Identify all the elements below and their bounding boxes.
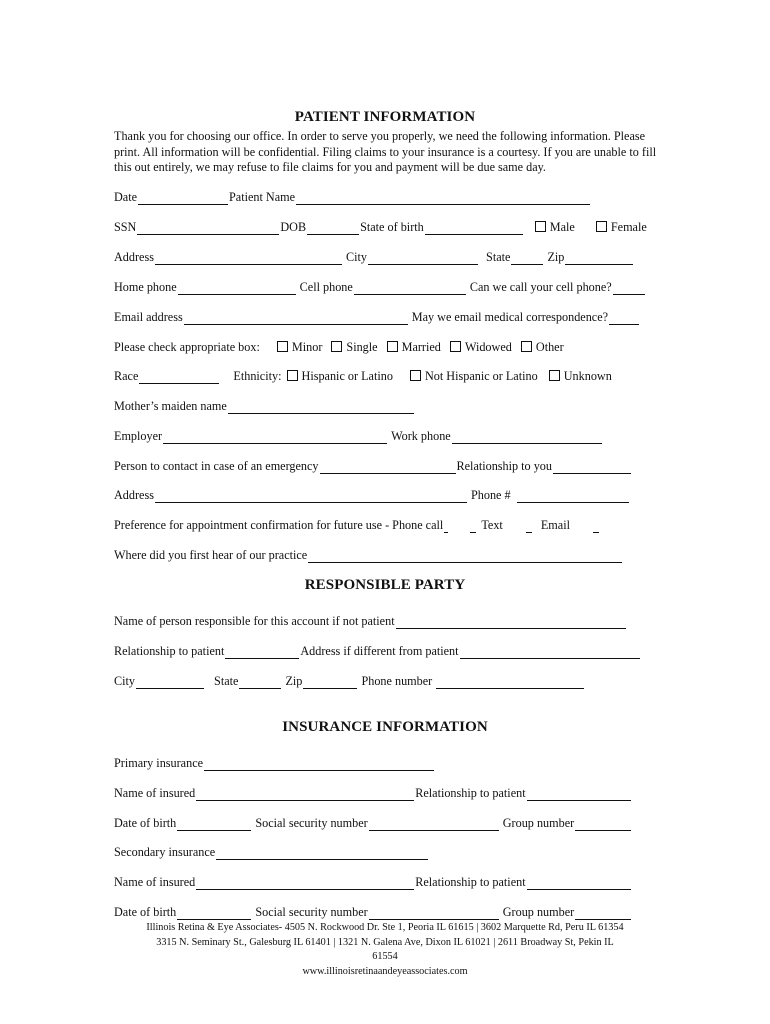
responsible-person-field[interactable] bbox=[396, 618, 626, 629]
cell-phone-field[interactable] bbox=[354, 284, 466, 295]
row-responsible-city bbox=[114, 673, 585, 689]
row-emergency bbox=[114, 458, 632, 474]
row-primary-insurance bbox=[114, 755, 435, 771]
group-number-label: Group number bbox=[502, 816, 575, 830]
footer-line-2: 3315 N. Seminary St., Galesburg IL 61401 | 1321 N. Galena Ave, Dixon IL 61021 | 2611 Broadway St, Pekin IL bbox=[156, 936, 614, 948]
ssn-label: SSN bbox=[114, 220, 137, 234]
hispanic-label: Hispanic or Latino bbox=[301, 369, 393, 383]
responsible-state-label: State bbox=[214, 674, 239, 688]
secondary-insurance-label: Secondary insurance bbox=[114, 845, 216, 859]
ssn-field[interactable] bbox=[137, 224, 279, 235]
state-of-birth-field[interactable] bbox=[425, 224, 523, 235]
row-address bbox=[114, 249, 634, 265]
insured-dob2-field[interactable] bbox=[177, 909, 251, 920]
email-pref-field[interactable] bbox=[526, 522, 532, 533]
emergency-contact-label: Person to contact in case of an emergency bbox=[114, 459, 319, 473]
ethnicity-label: Ethnicity: bbox=[233, 369, 282, 383]
minor-checkbox[interactable] bbox=[277, 341, 288, 352]
address-diff-field[interactable] bbox=[460, 648, 640, 659]
text-pref-field[interactable] bbox=[470, 522, 476, 533]
dob-field[interactable] bbox=[307, 224, 359, 235]
phone-call-field[interactable] bbox=[444, 522, 448, 533]
insured-ssn2-field[interactable] bbox=[369, 909, 499, 920]
email-medical-label: May we email medical correspondence? bbox=[411, 310, 609, 324]
email-pref-label: Email bbox=[540, 518, 570, 532]
responsible-zip-field[interactable] bbox=[303, 678, 357, 689]
cell-phone-label: Cell phone bbox=[299, 280, 353, 294]
employer-label: Employer bbox=[114, 429, 163, 443]
hear-of-label: Where did you first hear of our practice bbox=[114, 548, 308, 562]
other-checkbox[interactable] bbox=[521, 341, 532, 352]
row-race-ethnicity bbox=[114, 368, 612, 384]
single-label: Single bbox=[346, 340, 378, 354]
primary-insurance-field[interactable] bbox=[204, 760, 434, 771]
insured-relationship2-field[interactable] bbox=[527, 879, 631, 890]
unknown-checkbox[interactable] bbox=[549, 370, 560, 381]
unknown-label: Unknown bbox=[563, 369, 612, 383]
email-label: Email address bbox=[114, 310, 183, 324]
address-field[interactable] bbox=[155, 254, 342, 265]
name-insured2-field[interactable] bbox=[196, 879, 414, 890]
row-secondary-insured bbox=[114, 874, 632, 890]
home-phone-label: Home phone bbox=[114, 280, 177, 294]
name-insured2-label: Name of insured bbox=[114, 875, 196, 889]
address-label: Address bbox=[114, 250, 154, 264]
text-label: Text bbox=[481, 518, 503, 532]
responsible-person-label: Name of person responsible for this account if not patient bbox=[114, 614, 395, 628]
insured-ssn-field[interactable] bbox=[369, 820, 499, 831]
race-label: Race bbox=[114, 369, 139, 383]
can-call-cell-label: Can we call your cell phone? bbox=[469, 280, 612, 294]
patient-name-field[interactable] bbox=[296, 194, 590, 205]
row-marital-status bbox=[114, 339, 564, 355]
footer bbox=[100, 921, 670, 979]
responsible-relationship-label: Relationship to patient bbox=[114, 644, 225, 658]
male-checkbox[interactable] bbox=[535, 221, 546, 232]
primary-insurance-label: Primary insurance bbox=[114, 756, 204, 770]
insured-dob-label: Date of birth bbox=[114, 816, 177, 830]
name-insured-field[interactable] bbox=[196, 790, 414, 801]
widowed-checkbox[interactable] bbox=[450, 341, 461, 352]
patient-name-label: Patient Name bbox=[229, 190, 296, 204]
work-phone-field[interactable] bbox=[452, 433, 602, 444]
insured-relationship-label: Relationship to patient bbox=[415, 786, 526, 800]
married-checkbox[interactable] bbox=[387, 341, 398, 352]
race-field[interactable] bbox=[139, 373, 219, 384]
phone-number-label: Phone # bbox=[471, 488, 511, 502]
female-checkbox[interactable] bbox=[596, 221, 607, 232]
row-email bbox=[114, 309, 640, 325]
address2-field[interactable] bbox=[155, 492, 467, 503]
row-secondary-dob bbox=[114, 904, 632, 920]
responsible-city-label: City bbox=[114, 674, 135, 688]
row-hear-of bbox=[114, 547, 623, 563]
not-hispanic-label: Not Hispanic or Latino bbox=[424, 369, 538, 383]
employer-field[interactable] bbox=[163, 433, 387, 444]
section-title-insurance-information: INSURANCE INFORMATION bbox=[282, 719, 488, 735]
responsible-zip-label: Zip bbox=[285, 674, 303, 688]
widowed-label: Widowed bbox=[464, 340, 512, 354]
preference-label: Preference for appointment confirmation for future use - Phone call bbox=[114, 518, 444, 532]
email-medical-field[interactable] bbox=[609, 314, 639, 325]
row-employer bbox=[114, 428, 603, 444]
insured-relationship2-label: Relationship to patient bbox=[415, 875, 526, 889]
minor-label: Minor bbox=[291, 340, 323, 354]
work-phone-label: Work phone bbox=[391, 429, 451, 443]
address-diff-label: Address if different from patient bbox=[300, 644, 459, 658]
insured-ssn-label: Social security number bbox=[255, 816, 368, 830]
footer-website: www.illinoisretinaandeyeassociates.com bbox=[302, 965, 468, 977]
dob-label: DOB bbox=[280, 220, 307, 234]
insured-relationship-field[interactable] bbox=[527, 790, 631, 801]
row-primary-insured bbox=[114, 785, 632, 801]
email-pref-trailing-field[interactable] bbox=[593, 522, 599, 533]
row-preference bbox=[114, 517, 600, 533]
insured-dob-field[interactable] bbox=[177, 820, 251, 831]
insured-dob2-label: Date of birth bbox=[114, 905, 177, 919]
name-insured-label: Name of insured bbox=[114, 786, 196, 800]
relationship-to-you-field[interactable] bbox=[553, 463, 631, 474]
responsible-city-field[interactable] bbox=[136, 678, 204, 689]
state-of-birth-label: State of birth bbox=[360, 220, 424, 234]
row-responsible-relationship bbox=[114, 643, 641, 659]
maiden-name-label: Mother’s maiden name bbox=[114, 399, 227, 413]
insured-ssn2-label: Social security number bbox=[255, 905, 368, 919]
other-label: Other bbox=[535, 340, 564, 354]
row-maiden-name bbox=[114, 398, 415, 414]
row-primary-dob bbox=[114, 815, 632, 831]
check-box-label: Please check appropriate box: bbox=[114, 340, 260, 354]
group-number-field[interactable] bbox=[575, 820, 631, 831]
single-checkbox[interactable] bbox=[331, 341, 342, 352]
emergency-contact-field[interactable] bbox=[320, 463, 456, 474]
relationship-to-you-label: Relationship to you bbox=[456, 459, 552, 473]
hispanic-checkbox[interactable] bbox=[287, 370, 298, 381]
footer-line-1: Illinois Retina & Eye Associates- 4505 N. Rockwood Dr. Ste 1, Peoria IL 61615 | 3602 Marquette Rd, Peru IL 61354 bbox=[146, 922, 624, 933]
row-emergency-address bbox=[114, 487, 630, 503]
not-hispanic-checkbox[interactable] bbox=[410, 370, 421, 381]
city-field[interactable] bbox=[368, 254, 478, 265]
female-label: Female bbox=[610, 220, 647, 234]
responsible-relationship-field[interactable] bbox=[225, 648, 299, 659]
row-date-name bbox=[114, 189, 591, 205]
section-title-responsible-party: RESPONSIBLE PARTY bbox=[304, 577, 466, 593]
male-label: Male bbox=[549, 220, 575, 234]
secondary-insurance-field[interactable] bbox=[216, 849, 428, 860]
responsible-phone-label: Phone number bbox=[361, 674, 433, 688]
zip-label: Zip bbox=[547, 250, 565, 264]
row-secondary-insurance bbox=[114, 844, 429, 860]
state-label: State bbox=[486, 250, 511, 264]
group-number2-field[interactable] bbox=[575, 909, 631, 920]
date-label: Date bbox=[114, 190, 138, 204]
hear-of-field[interactable] bbox=[308, 552, 622, 563]
can-call-cell-field[interactable] bbox=[613, 284, 645, 295]
email-field[interactable] bbox=[184, 314, 408, 325]
address2-label: Address bbox=[114, 488, 154, 502]
row-ssn-dob bbox=[114, 219, 647, 235]
city-label: City bbox=[346, 250, 367, 264]
zip-field[interactable] bbox=[565, 254, 633, 265]
home-phone-field[interactable] bbox=[178, 284, 296, 295]
responsible-phone-field[interactable] bbox=[436, 678, 584, 689]
maiden-name-field[interactable] bbox=[228, 403, 414, 414]
date-field[interactable] bbox=[138, 194, 228, 205]
group-number2-label: Group number bbox=[502, 905, 575, 919]
section-title-patient-information: PATIENT INFORMATION bbox=[294, 109, 476, 125]
phone-number-field[interactable] bbox=[517, 492, 629, 503]
married-label: Married bbox=[401, 340, 441, 354]
row-responsible-person bbox=[114, 613, 627, 629]
responsible-state-field[interactable] bbox=[239, 678, 281, 689]
state-field[interactable] bbox=[511, 254, 543, 265]
footer-line-3: 61554 bbox=[372, 951, 398, 962]
row-phones bbox=[114, 279, 646, 295]
intro-paragraph: Thank you for choosing our office. In order to serve you properly, we need the following information. Please print. All information will be confidential. Filing claims to your insurance is a courtesy. If you are unable to fill this out entirely, we may refuse to file claims for you and payment will be due same day. bbox=[114, 129, 657, 174]
